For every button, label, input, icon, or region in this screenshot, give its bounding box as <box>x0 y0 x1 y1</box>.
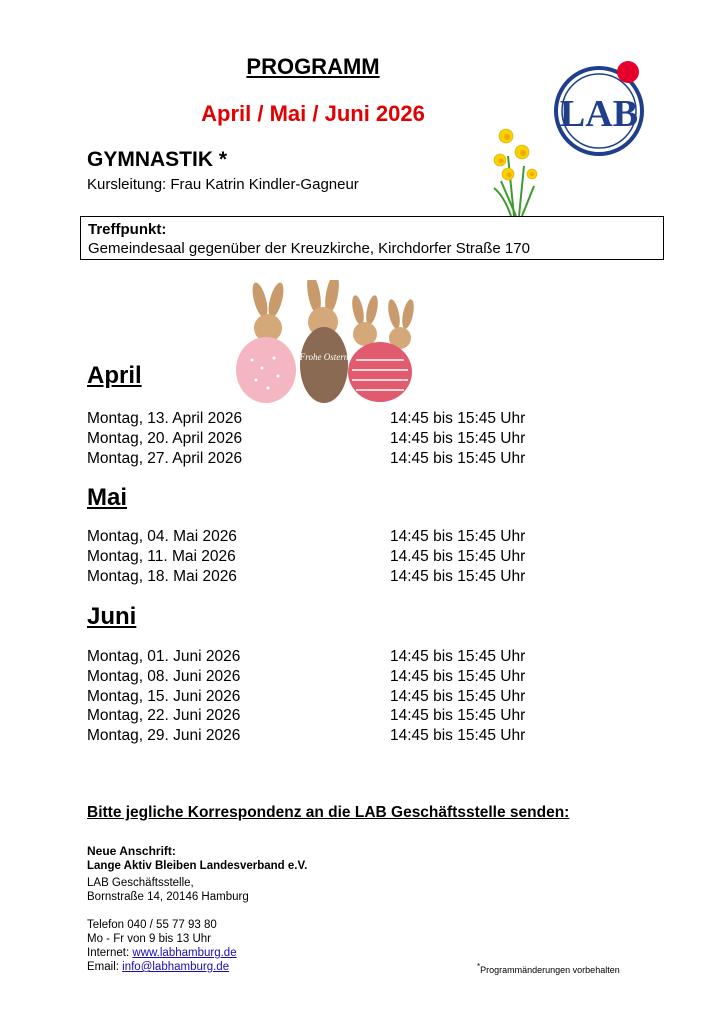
session-date: Montag, 11. Mai 2026 <box>87 548 236 565</box>
note-text: Programmänderungen vorbehalten <box>480 965 620 975</box>
easter-label: Frohe Ostern <box>299 352 349 362</box>
session-time: 14:45 bis 15:45 Uhr <box>390 707 526 724</box>
schedule-row <box>87 667 647 687</box>
session-time: 14:45 bis 15:45 Uhr <box>390 410 526 427</box>
course-leader: Kursleitung: Frau Katrin Kindler-Gagneur <box>87 176 359 193</box>
session-date: Montag, 29. Juni 2026 <box>87 727 241 744</box>
session-date: Montag, 27. April 2026 <box>87 450 243 467</box>
change-notice <box>477 962 620 975</box>
month-heading-april: April <box>87 362 142 389</box>
lab-logo <box>551 58 651 158</box>
email-label: Email: <box>87 961 119 973</box>
session-date: Montag, 20. April 2026 <box>87 430 243 447</box>
website-link[interactable]: www.labhamburg.de <box>132 947 237 959</box>
session-time: 14:45 bis 15:45 Uhr <box>390 688 526 705</box>
session-date: Montag, 13. April 2026 <box>87 410 243 427</box>
session-date: Montag, 15. Juni 2026 <box>87 688 241 705</box>
session-time: 14:45 bis 15:45 Uhr <box>390 430 526 447</box>
email-line <box>87 960 229 974</box>
schedule-row <box>87 449 647 469</box>
phone-number: Telefon 040 / 55 77 93 80 <box>87 919 217 931</box>
page-title: PROGRAMM <box>246 54 380 79</box>
schedule-row <box>87 647 647 667</box>
daffodil-image <box>486 116 546 216</box>
session-time: 14:45 bis 15:45 Uhr <box>390 727 526 744</box>
schedule-row <box>87 547 647 567</box>
session-date: Montag, 01. Juni 2026 <box>87 648 241 665</box>
office-name: LAB Geschäftsstelle, <box>87 877 194 889</box>
internet-label: Internet: <box>87 947 130 959</box>
easter-bunnies-image <box>232 280 432 410</box>
session-date: Montag, 04. Mai 2026 <box>87 528 237 545</box>
page-subtitle: April / Mai / Juni 2026 <box>201 101 425 126</box>
course-title: GYMNASTIK * <box>87 148 228 171</box>
session-date: Montag, 18. Mai 2026 <box>87 568 237 585</box>
internet-line <box>87 946 237 960</box>
month-heading-juni: Juni <box>87 603 137 630</box>
month-heading-mai: Mai <box>87 484 128 511</box>
session-date: Montag, 08. Juni 2026 <box>87 668 241 685</box>
email-link[interactable]: info@labhamburg.de <box>122 961 230 973</box>
meeting-place: Gemeindesaal gegenüber der Kreuzkirche, Kirchdorfer Straße 170 <box>88 240 530 257</box>
session-time: 14:45 bis 15:45 Uhr <box>390 568 526 585</box>
session-date: Montag, 22. Juni 2026 <box>87 707 241 724</box>
session-time: 14:45 bis 15:45 Uhr <box>390 648 526 665</box>
street-address: Bornstraße 14, 20146 Hamburg <box>87 891 249 903</box>
session-time: 14:45 bis 15:45 Uhr <box>390 528 526 545</box>
organization-name: Lange Aktiv Bleiben Landesverband e.V. <box>87 860 308 872</box>
schedule-row <box>87 726 647 746</box>
session-time: 14.45 bis 15:45 Uhr <box>390 548 526 565</box>
session-time: 14:45 bis 15:45 Uhr <box>390 450 526 467</box>
logo-text: LAB <box>559 93 639 135</box>
schedule-row <box>87 527 647 547</box>
meeting-point-box <box>80 216 664 260</box>
correspondence-notice: Bitte jegliche Korrespondenz an die LAB Geschäftsstelle senden: <box>87 804 570 821</box>
schedule-row <box>87 429 647 449</box>
address-heading: Neue Anschrift: <box>87 844 176 858</box>
note-mark: * <box>477 962 481 971</box>
meeting-label: Treffpunkt: <box>88 221 167 238</box>
schedule-row <box>87 409 647 429</box>
schedule-row <box>87 567 647 587</box>
schedule-row <box>87 687 647 707</box>
office-hours: Mo - Fr von 9 bis 13 Uhr <box>87 933 211 945</box>
schedule-row <box>87 706 647 726</box>
session-time: 14:45 bis 15:45 Uhr <box>390 668 526 685</box>
